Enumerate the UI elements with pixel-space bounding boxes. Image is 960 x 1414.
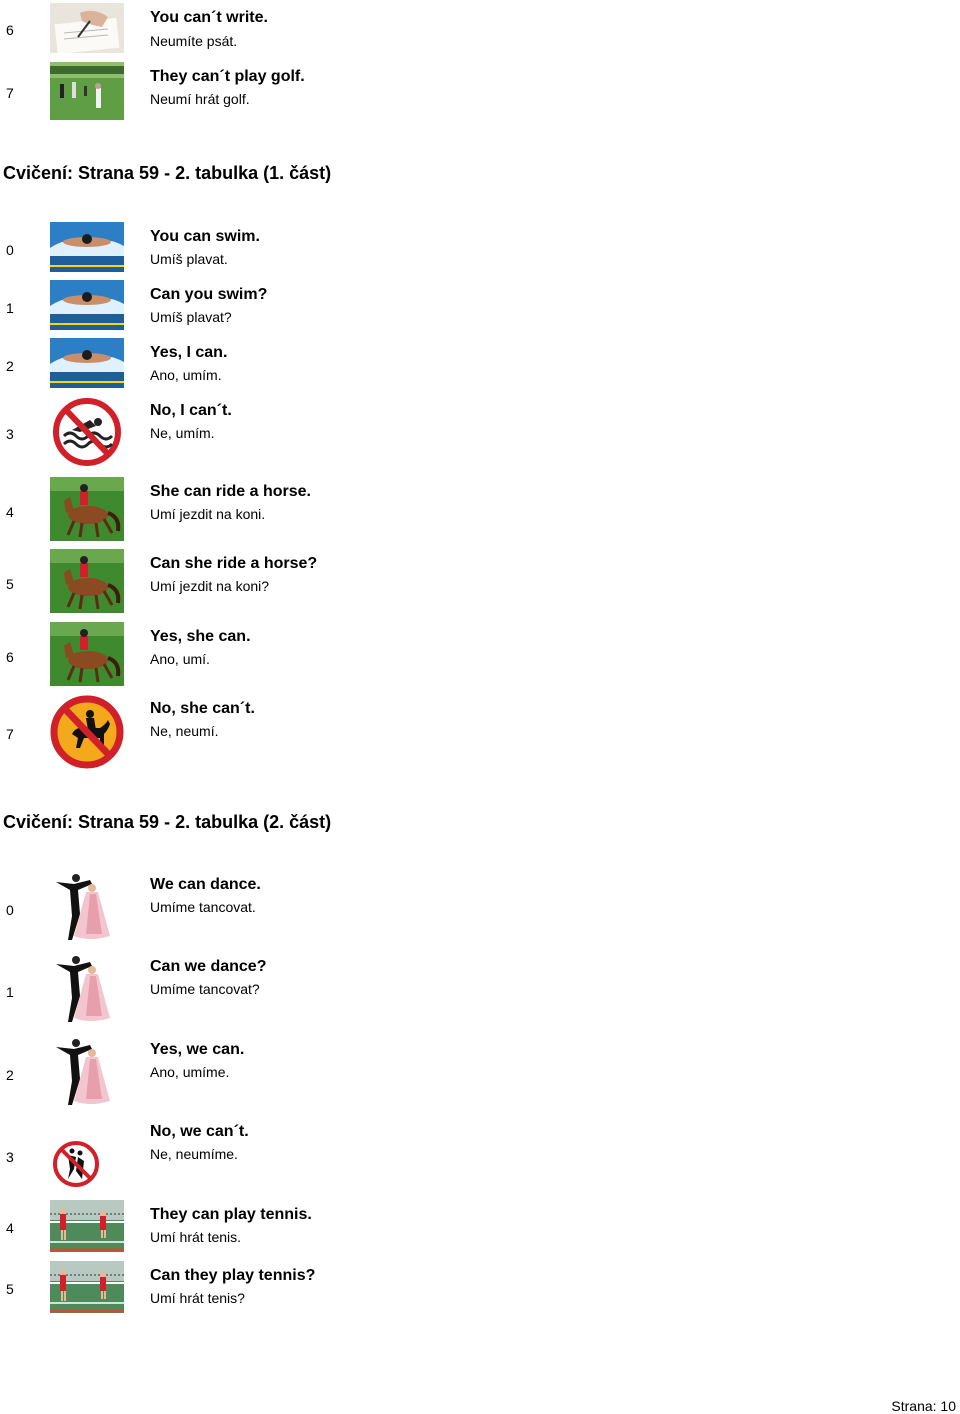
section-heading: Cvičení: Strana 59 - 2. tabulka (2. část) bbox=[3, 812, 332, 832]
czech-translation: Umí hrát tenis? bbox=[150, 1290, 245, 1306]
horse-rider-photo bbox=[50, 477, 124, 541]
english-sentence: Yes, I can. bbox=[150, 344, 228, 361]
horse-rider-photo bbox=[50, 622, 124, 686]
english-sentence: You can swim. bbox=[150, 228, 260, 245]
dancing-couple-photo bbox=[50, 952, 124, 1026]
czech-translation: Ano, umí. bbox=[150, 651, 210, 667]
no-swimming-sign-icon bbox=[50, 396, 124, 468]
row-number: 5 bbox=[6, 1281, 14, 1297]
dancing-couple-photo bbox=[50, 870, 124, 944]
english-sentence: They can´t play golf. bbox=[150, 68, 305, 85]
czech-translation: Umí jezdit na koni? bbox=[150, 578, 270, 594]
row-number: 6 bbox=[6, 22, 14, 38]
row-number: 0 bbox=[6, 242, 14, 258]
row-number: 7 bbox=[6, 726, 14, 742]
row-number: 3 bbox=[6, 426, 14, 442]
english-sentence: Can they play tennis? bbox=[150, 1267, 316, 1284]
czech-translation: Umíš plavat? bbox=[150, 309, 232, 325]
english-sentence: Yes, she can. bbox=[150, 628, 251, 645]
row-number: 2 bbox=[6, 1067, 14, 1083]
horse-rider-photo bbox=[50, 549, 124, 613]
english-sentence: We can dance. bbox=[150, 876, 261, 893]
english-sentence: Can we dance? bbox=[150, 958, 267, 975]
section-heading: Cvičení: Strana 59 - 2. tabulka (1. část) bbox=[3, 163, 332, 183]
no-horse-riding-sign-icon bbox=[50, 694, 124, 770]
czech-translation: Umíš plavat. bbox=[150, 251, 228, 267]
swimmer-photo bbox=[50, 280, 124, 330]
row-number: 0 bbox=[6, 902, 14, 918]
czech-translation: Umíme tancovat. bbox=[150, 899, 256, 915]
row-number: 1 bbox=[6, 984, 14, 1000]
golf-players-photo bbox=[50, 62, 124, 120]
row-number: 1 bbox=[6, 300, 14, 316]
english-sentence: Yes, we can. bbox=[150, 1041, 245, 1058]
czech-translation: Neumíte psát. bbox=[150, 33, 238, 49]
row-number: 6 bbox=[6, 649, 14, 665]
czech-translation: Ano, umíme. bbox=[150, 1064, 230, 1080]
tennis-players-photo bbox=[50, 1261, 124, 1313]
row-number: 7 bbox=[6, 85, 14, 101]
row-number: 4 bbox=[6, 1220, 14, 1236]
row-number: 2 bbox=[6, 358, 14, 374]
english-sentence: No, we can´t. bbox=[150, 1123, 249, 1140]
dancing-couple-photo bbox=[50, 1035, 124, 1109]
czech-translation: Neumí hrát golf. bbox=[150, 91, 250, 107]
english-sentence: She can ride a horse. bbox=[150, 483, 311, 500]
english-sentence: They can play tennis. bbox=[150, 1206, 312, 1223]
czech-translation: Umí hrát tenis. bbox=[150, 1229, 242, 1245]
english-sentence: You can´t write. bbox=[150, 9, 268, 26]
writing-hand-photo bbox=[50, 3, 124, 53]
czech-translation: Ne, neumí. bbox=[150, 723, 219, 739]
czech-translation: Ne, neumíme. bbox=[150, 1146, 238, 1162]
czech-translation: Umíme tancovat? bbox=[150, 981, 260, 997]
page-number: Strana: 10 bbox=[891, 1398, 956, 1414]
english-sentence: No, I can´t. bbox=[150, 402, 232, 419]
swimmer-photo bbox=[50, 222, 124, 272]
czech-translation: Ne, umím. bbox=[150, 425, 215, 441]
english-sentence: No, she can´t. bbox=[150, 700, 255, 717]
czech-translation: Ano, umím. bbox=[150, 367, 222, 383]
row-number: 4 bbox=[6, 504, 14, 520]
english-sentence: Can she ride a horse? bbox=[150, 555, 318, 572]
no-dancing-sign-icon bbox=[50, 1139, 124, 1189]
tennis-players-photo bbox=[50, 1200, 124, 1252]
row-number: 5 bbox=[6, 576, 14, 592]
english-sentence: Can you swim? bbox=[150, 286, 268, 303]
czech-translation: Umí jezdit na koni. bbox=[150, 506, 266, 522]
swimmer-photo bbox=[50, 338, 124, 388]
row-number: 3 bbox=[6, 1149, 14, 1165]
